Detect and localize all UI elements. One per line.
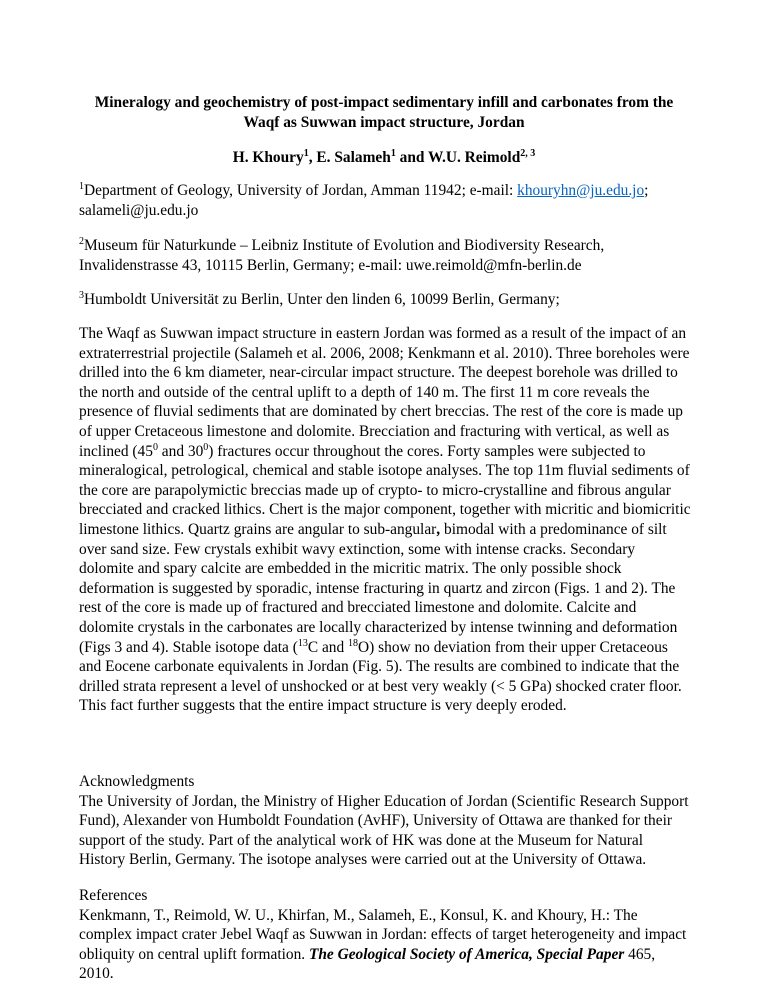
reference-tail: 465, 2010.	[79, 945, 656, 983]
reference-text: Kenkmann, T., Reimold, W. U., Khirfan, M., Salameh, E., Konsul, K. and Khoury, H.: The complex impact crater Jebel Waqf as Suwwan in Jordan: effects of target heterogeneity and impact obliquity on central uplift formation.	[79, 906, 687, 963]
abstract-text-3: ) fractures occur throughout the cores. Forty samples were subjected to mineralogical, petrological, chemical and stable isotope analyses. The top 11m fluvial sediments of the core are parapolymictic breccias made up of crypto- to micro-crystalline and fibrous angular brecciated and cracked lithics. Chert is the major component, together with micritic and biomicritic limestone lithics. Quartz grains are angular to sub-angular	[79, 442, 691, 538]
acknowledgments-section	[79, 772, 691, 870]
acknowledgments-text: The University of Jordan, the Ministry of Higher Education of Jordan (Scientific Research Support Fund), Alexander von Humboldt Foundation (AvHF), University of Ottawa are thanked for their support of the study. Part of the analytical work of HK was done at the Museum for Natural History Berlin, Germany. The isotope analyses were carried out at the University of Ottawa.	[79, 792, 689, 869]
paper-title	[60, 93, 708, 132]
abstract-text-5: C and	[307, 638, 349, 656]
abstract-text-4: bimodal with a predominance of silt over sand size. Few crystals exhibit wavy extinction, some with intense cracks. Secondary dolomite and spary calcite are embedded in the micritic matrix. The only possible shock deformation is suggested by sporadic, intense fracturing in quartz and zircon (Figs. 1 and 2). The rest of the core is made up of fractured and brecciated limestone and dolomite. Calcite and dolomite crystals in the carbonates are locally characterized by intense twinning and deformation (Figs 3 and 4). Stable isotope data (	[79, 520, 678, 656]
affiliation-1-line2: salameli@ju.edu.jo	[79, 201, 199, 219]
abstract-text-6: O) show no deviation from their upper Cretaceous and Eocene carbonate equivalents in Jordan (Fig. 5). The results are combined to indicate that the drilled strata represent a level of unshocked or at best very weakly (< 5 GPa) shocked crater floor. This fact further suggests that the entire impact structure is very deeply eroded.	[79, 638, 682, 715]
isotope-sup-13: 13	[297, 637, 308, 649]
affiliation-2-line2: Invalidenstrasse 43, 10115 Berlin, Germany; e-mail: uwe.reimold@mfn-berlin.de	[79, 256, 582, 274]
references-section	[79, 886, 691, 984]
author-1-affil: 1	[303, 147, 309, 159]
affiliation-2	[79, 236, 699, 275]
title-line-2: Waqf as Suwwan impact structure, Jordan	[243, 113, 525, 131]
isotope-sup-18: 18	[348, 637, 359, 649]
author-2: , E. Salameh	[308, 149, 391, 166]
acknowledgments-heading: Acknowledgments	[79, 773, 195, 790]
reference-entry	[79, 906, 691, 984]
abstract-paragraph	[79, 324, 691, 716]
author-list	[60, 148, 708, 168]
reference-journal: The Geological Society of America, Special Paper	[308, 945, 625, 963]
author-2-affil: 1	[390, 147, 396, 159]
abstract-text-1: The Waqf as Suwwan impact structure in eastern Jordan was formed as a result of the impact of an extraterrestrial projectile (Salameh et al. 2006, 2008; Kenkmann et al. 2010). Three boreholes were drilled into the 6 km diameter, near-circular impact structure. The deepest borehole was drilled to the north and outside of the central uplift to a depth of 140 m. The first 11 m core reveals the presence of fluvial sediments that are dominated by chert breccias. The rest of the core is made up of upper Cretaceous limestone and dolomite. Brecciation and fracturing with vertical, as well as inclined (45	[79, 325, 690, 460]
affiliation-3-number: 3	[79, 289, 84, 301]
affiliation-2-number: 2	[79, 235, 84, 247]
affiliation-1-text: Department of Geology, University of Jordan, Amman 11942; e-mail:	[84, 182, 518, 199]
references-heading: References	[79, 887, 148, 904]
abstract-text-2: and 30	[157, 442, 204, 460]
affiliation-1-punct: ;	[644, 182, 649, 199]
affiliation-3-text: Humboldt Universität zu Berlin, Unter den linden 6, 10099 Berlin, Germany;	[84, 291, 560, 308]
affiliation-1-number: 1	[79, 180, 84, 192]
degree-sup-2: 0	[203, 441, 209, 453]
affiliation-3	[79, 290, 699, 310]
author-3-affil: 2, 3	[520, 147, 536, 159]
degree-sup-1: 0	[152, 441, 158, 453]
affiliation-1	[79, 181, 699, 220]
abstract-bold-comma: ,	[436, 520, 441, 538]
author-3: and W.U. Reimold	[395, 149, 521, 166]
email-link-khoury[interactable]: khouryhn@ju.edu.jo	[517, 182, 645, 199]
affiliation-2-text: Museum für Naturkunde – Leibniz Institute of Evolution and Biodiversity Research,	[84, 237, 605, 254]
author-1: H. Khoury	[232, 149, 304, 166]
title-line-1: Mineralogy and geochemistry of post-impact sedimentary infill and carbonates from the	[94, 94, 674, 111]
